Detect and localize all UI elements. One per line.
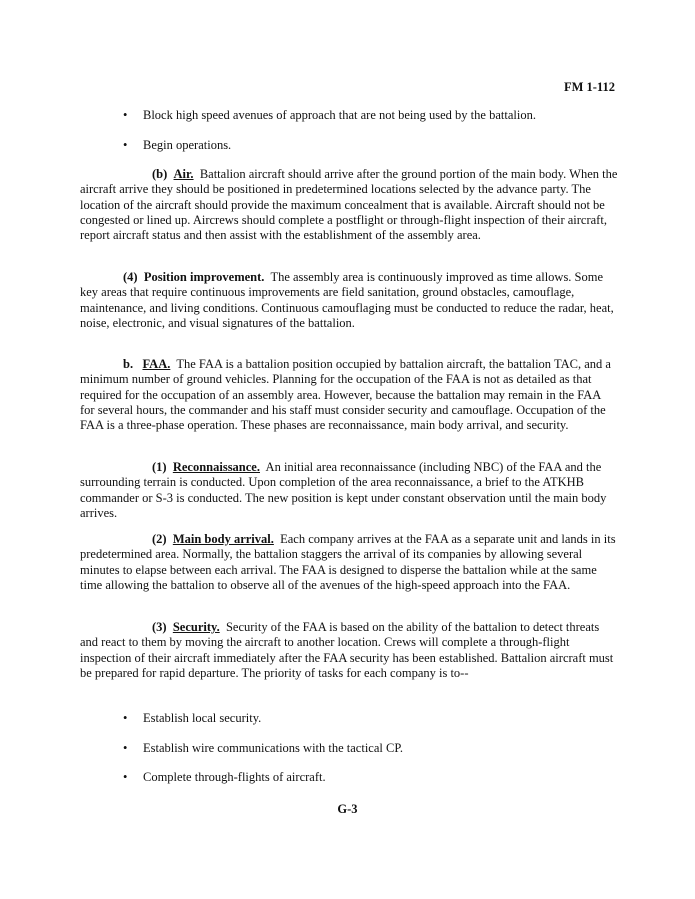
paragraph-position-improvement [80, 270, 618, 331]
list-item [123, 137, 623, 153]
paragraph-title: Security. [172, 620, 220, 634]
bullet-glyph: • [123, 770, 128, 784]
bullet-glyph: • [123, 711, 128, 725]
list-item-text: Establish wire communications with the tactical CP. [143, 741, 404, 755]
paragraph-reconnaissance [80, 460, 618, 521]
paragraph-body: Security of the FAA is based on the ability of the battalion to detect threats and react to them by moving the aircraft to another location. Crews will complete a through-flight inspection of their aircraft immediately after the FAA security has been established. Battalion aircraft must be prepared for rapid departure. The priority of tasks for each company is to-- [80, 620, 614, 680]
paragraph-title: Position improvement. [143, 270, 265, 284]
paragraph-number: (2) [152, 532, 167, 546]
bullet-glyph: • [123, 741, 128, 755]
paragraph-main-body-arrival [80, 532, 618, 593]
paragraph-air [80, 167, 618, 243]
paragraph-number: (b) [152, 167, 168, 181]
list-item-text: Establish local security. [143, 711, 262, 725]
paragraph-body: Battalion aircraft should arrive after the ground portion of the main body. When the aircraft arrive they should be positioned in predetermined locations selected by the advance party. The location of the aircraft should provide the maximum concealment that is available. Aircraft should not be congested or lined up. Aircrews should complete a postflight or through-flight inspection of their aircraft, report aircraft status and then assist with the establishment of the assembly area. [80, 167, 618, 243]
paragraph-title: Reconnaissance. [172, 460, 260, 474]
paragraph-body: An initial area reconnaissance (including NBC) of the FAA and the surrounding terrain is conducted. Upon completion of the area reconnaissance, a brief to the ATKHB commander or S-3 is conducted. The new position is kept under constant observation until the main body arrives. [80, 460, 607, 520]
page-number: G-3 [337, 802, 358, 816]
bullet-glyph: • [123, 108, 128, 122]
paragraph-number: (4) [123, 270, 138, 284]
paragraph-body: Each company arrives at the FAA as a separate unit and lands in its predetermined area. Normally, the battalion staggers the arrival of its companies by allowing several minutes to elapse between each arrival. The FAA is designed to disperse the battalion while at the same time allowing the battalion to observe all of the avenues of the high-speed approach into the FAA. [80, 532, 616, 592]
bullet-glyph: • [123, 138, 128, 152]
paragraph-title: Air. [173, 167, 194, 181]
paragraph-body: The FAA is a battalion position occupied by battalion aircraft, the battalion TAC, and a minimum number of ground vehicles. Planning for the occupation of the FAA is not as detailed as that required for the occupation of an assembly area. However, because the battalion may remain in the FAA for several hours, the commander and his staff must consider security and camouflage. Occupation of the FAA is a three-phase operation. These phases are reconnaissance, main body arrival, and security. [80, 357, 611, 433]
paragraph-faa [80, 357, 618, 433]
paragraph-title: Main body arrival. [172, 532, 274, 546]
list-item-text: Block high speed avenues of approach that are not being used by the battalion. [143, 108, 536, 122]
list-item [123, 769, 623, 785]
list-item-text: Complete through-flights of aircraft. [143, 770, 326, 784]
paragraph-number: (3) [152, 620, 167, 634]
document-id-header: FM 1-112 [563, 80, 615, 94]
list-item-text: Begin operations. [143, 138, 232, 152]
paragraph-number: (1) [152, 460, 167, 474]
paragraph-security [80, 620, 618, 681]
paragraph-title: FAA. [142, 357, 171, 371]
list-item [123, 740, 623, 756]
paragraph-body: The assembly area is continuously improved as time allows. Some key areas that require continuous improvements are field sanitation, ground obstacles, camouflage, maintenance, and living conditions. Continuous camouflaging must be conducted to reduce the radar, heat, noise, electronic, and visual signatures of the battalion. [80, 270, 614, 330]
list-item [123, 710, 623, 726]
list-item [123, 107, 623, 123]
paragraph-number: b. [123, 357, 134, 371]
